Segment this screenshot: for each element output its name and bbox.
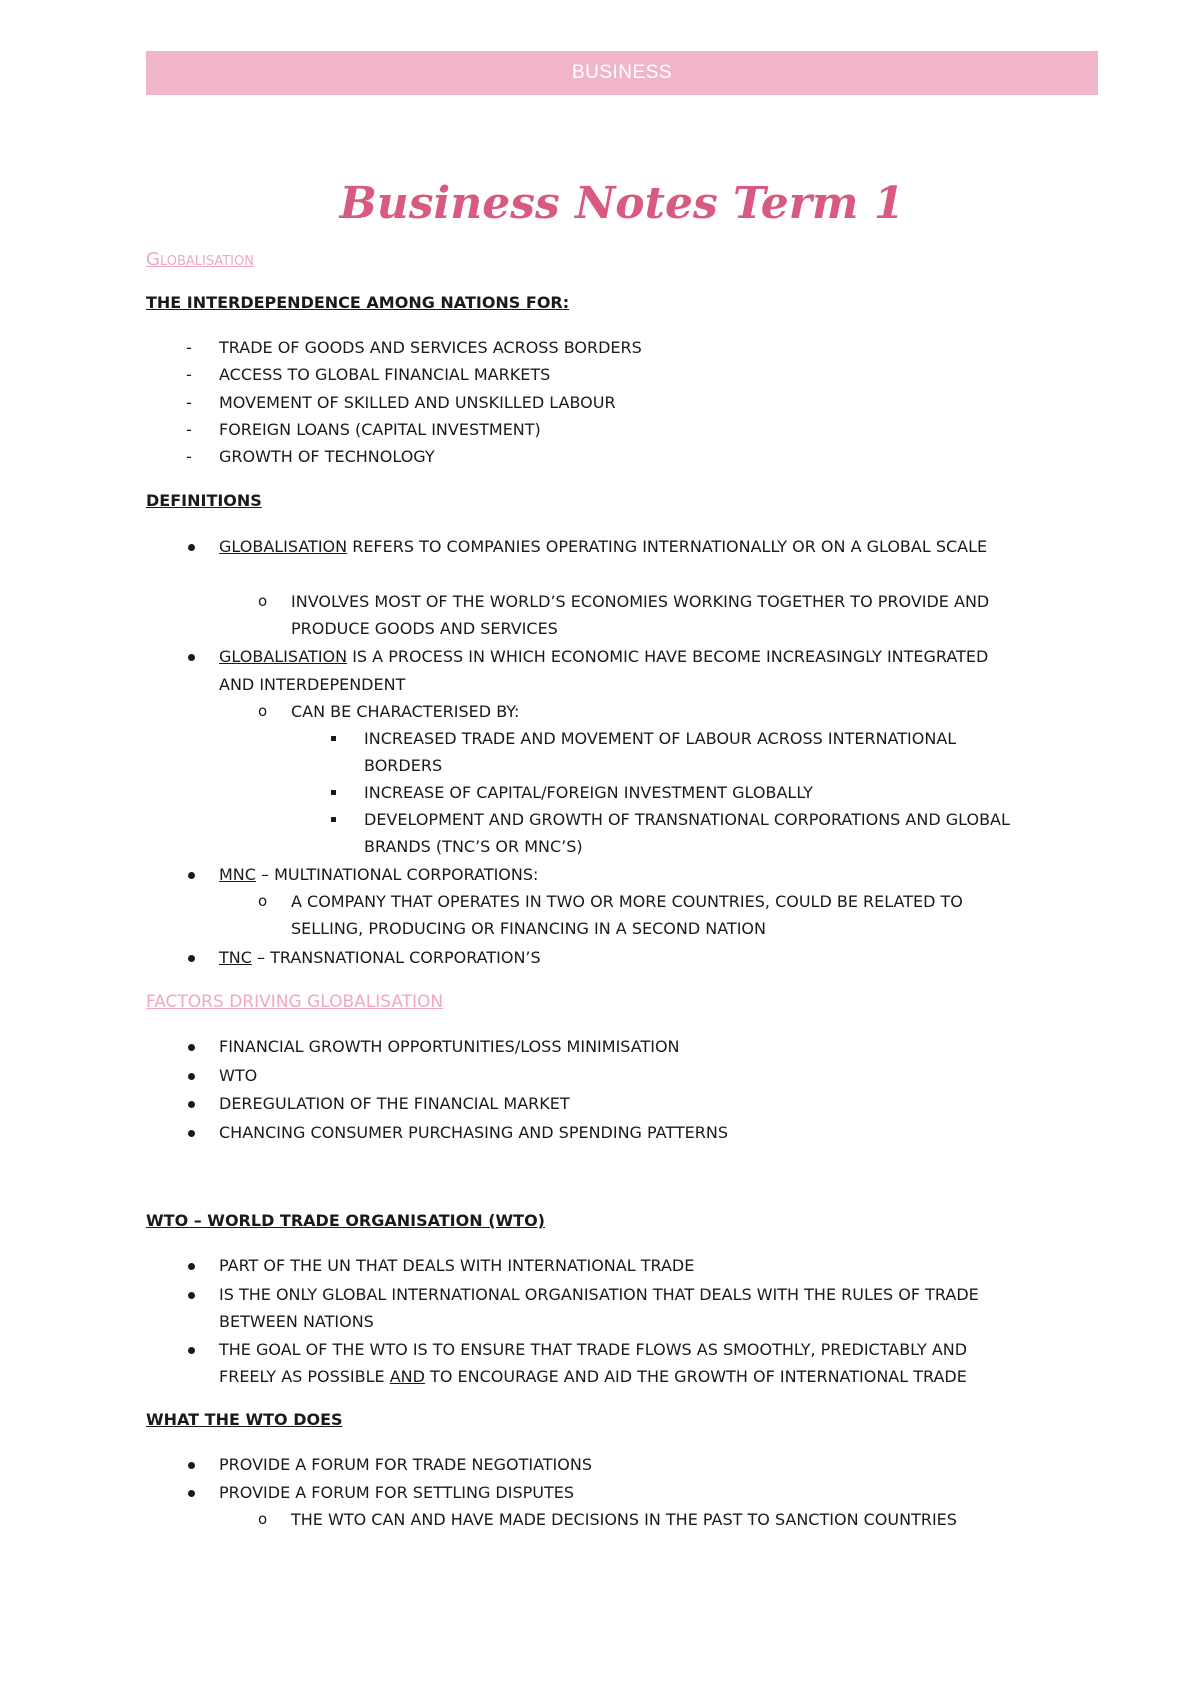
- factors-heading: FACTORS DRIVING GLOBALISATION: [146, 992, 444, 1012]
- bullet-icon: [188, 1130, 195, 1137]
- definition-cont: AND INTERDEPENDENT: [219, 675, 406, 694]
- list-item: IS THE ONLY GLOBAL INTERNATIONAL ORGANISATION THAT DEALS WITH THE RULES OF TRADE: [219, 1285, 979, 1304]
- term: GLOBALISATION: [219, 647, 348, 666]
- list-item: MOVEMENT OF SKILLED AND UNSKILLED LABOUR: [219, 393, 616, 412]
- bullet-icon: [188, 1101, 195, 1108]
- header-banner: BUSINESS: [146, 51, 1098, 95]
- list-item-cont: [219, 1367, 967, 1386]
- bullet-icon: [188, 872, 195, 879]
- sub-sub-item-cont: BRANDS (TNC’S OR MNC’S): [364, 837, 583, 856]
- definition-text: – MULTINATIONAL CORPORATIONS:: [255, 865, 539, 884]
- dash-marker: -: [186, 447, 192, 466]
- square-bullet-icon: [331, 817, 336, 822]
- term: GLOBALISATION: [219, 537, 348, 556]
- definition-globalisation-2: [219, 647, 988, 666]
- square-bullet-icon: [331, 736, 336, 741]
- bullet-icon: [188, 1490, 195, 1497]
- sub-sub-item: DEVELOPMENT AND GROWTH OF TRANSNATIONAL CORPORATIONS AND GLOBAL: [364, 810, 1010, 829]
- bullet-icon: [188, 1462, 195, 1469]
- sub-item-cont: SELLING, PRODUCING OR FINANCING IN A SECOND NATION: [291, 919, 766, 938]
- list-item: PROVIDE A FORUM FOR TRADE NEGOTIATIONS: [219, 1455, 592, 1474]
- bullet-icon: [188, 654, 195, 661]
- term: MNC: [219, 865, 256, 884]
- square-bullet-icon: [331, 790, 336, 795]
- sub-sub-item: INCREASED TRADE AND MOVEMENT OF LABOUR ACROSS INTERNATIONAL: [364, 729, 957, 748]
- list-item: ACCESS TO GLOBAL FINANCIAL MARKETS: [219, 365, 551, 384]
- sub-sub-item-cont: BORDERS: [364, 756, 443, 775]
- text: TO ENCOURAGE AND AID THE GROWTH OF INTERNATIONAL TRADE: [424, 1367, 967, 1386]
- sub-sub-item: INCREASE OF CAPITAL/FOREIGN INVESTMENT GLOBALLY: [364, 783, 813, 802]
- circle-bullet-icon: o: [258, 1510, 268, 1528]
- bullet-icon: [188, 544, 195, 551]
- term: TNC: [219, 948, 252, 967]
- sub-item-cont: PRODUCE GOODS AND SERVICES: [291, 619, 558, 638]
- interdependence-heading: THE INTERDEPENDENCE AMONG NATIONS FOR:: [146, 293, 570, 312]
- list-item: WTO: [219, 1066, 258, 1085]
- globalisation-heading: Globalisation: [146, 249, 254, 270]
- sub-item: A COMPANY THAT OPERATES IN TWO OR MORE COUNTRIES, COULD BE RELATED TO: [291, 892, 963, 911]
- list-item: CHANCING CONSUMER PURCHASING AND SPENDING PATTERNS: [219, 1123, 728, 1142]
- emphasis: AND: [389, 1367, 425, 1386]
- list-item: THE GOAL OF THE WTO IS TO ENSURE THAT TRADE FLOWS AS SMOOTHLY, PREDICTABLY AND: [219, 1340, 968, 1359]
- definition-text: REFERS TO COMPANIES OPERATING INTERNATIONALLY OR ON A GLOBAL SCALE: [347, 537, 988, 556]
- list-item: TRADE OF GOODS AND SERVICES ACROSS BORDERS: [219, 338, 642, 357]
- sub-item: CAN BE CHARACTERISED BY:: [291, 702, 520, 721]
- sub-item: INVOLVES MOST OF THE WORLD’S ECONOMIES WORKING TOGETHER TO PROVIDE AND: [291, 592, 990, 611]
- list-item: FOREIGN LOANS (CAPITAL INVESTMENT): [219, 420, 541, 439]
- bullet-icon: [188, 1347, 195, 1354]
- text: FREELY AS POSSIBLE: [219, 1367, 390, 1386]
- wto-heading: WTO – WORLD TRADE ORGANISATION (WTO): [146, 1211, 545, 1230]
- definition-mnc: [219, 865, 538, 884]
- list-item: PART OF THE UN THAT DEALS WITH INTERNATIONAL TRADE: [219, 1256, 695, 1275]
- circle-bullet-icon: o: [258, 592, 268, 610]
- bullet-icon: [188, 955, 195, 962]
- bullet-icon: [188, 1044, 195, 1051]
- definition-text: IS A PROCESS IN WHICH ECONOMIC HAVE BECOME INCREASINGLY INTEGRATED: [347, 647, 989, 666]
- bullet-icon: [188, 1073, 195, 1080]
- bullet-icon: [188, 1263, 195, 1270]
- dash-marker: -: [186, 393, 192, 412]
- circle-bullet-icon: o: [258, 702, 268, 720]
- dash-marker: -: [186, 420, 192, 439]
- list-item: GROWTH OF TECHNOLOGY: [219, 447, 435, 466]
- bullet-icon: [188, 1292, 195, 1299]
- definition-globalisation-1: [219, 537, 987, 556]
- circle-bullet-icon: o: [258, 892, 268, 910]
- dash-marker: -: [186, 338, 192, 357]
- list-item: DEREGULATION OF THE FINANCIAL MARKET: [219, 1094, 570, 1113]
- list-item: FINANCIAL GROWTH OPPORTUNITIES/LOSS MINIMISATION: [219, 1037, 680, 1056]
- dash-marker: -: [186, 365, 192, 384]
- definition-text: – TRANSNATIONAL CORPORATION’S: [251, 948, 541, 967]
- definition-tnc: [219, 948, 541, 967]
- definitions-heading: DEFINITIONS: [146, 491, 262, 510]
- list-item-cont: BETWEEN NATIONS: [219, 1312, 374, 1331]
- document-title: Business Notes Term 1: [339, 178, 905, 229]
- list-item: PROVIDE A FORUM FOR SETTLING DISPUTES: [219, 1483, 575, 1502]
- wto-does-heading: WHAT THE WTO DOES: [146, 1410, 343, 1429]
- sub-item: THE WTO CAN AND HAVE MADE DECISIONS IN THE PAST TO SANCTION COUNTRIES: [291, 1510, 957, 1529]
